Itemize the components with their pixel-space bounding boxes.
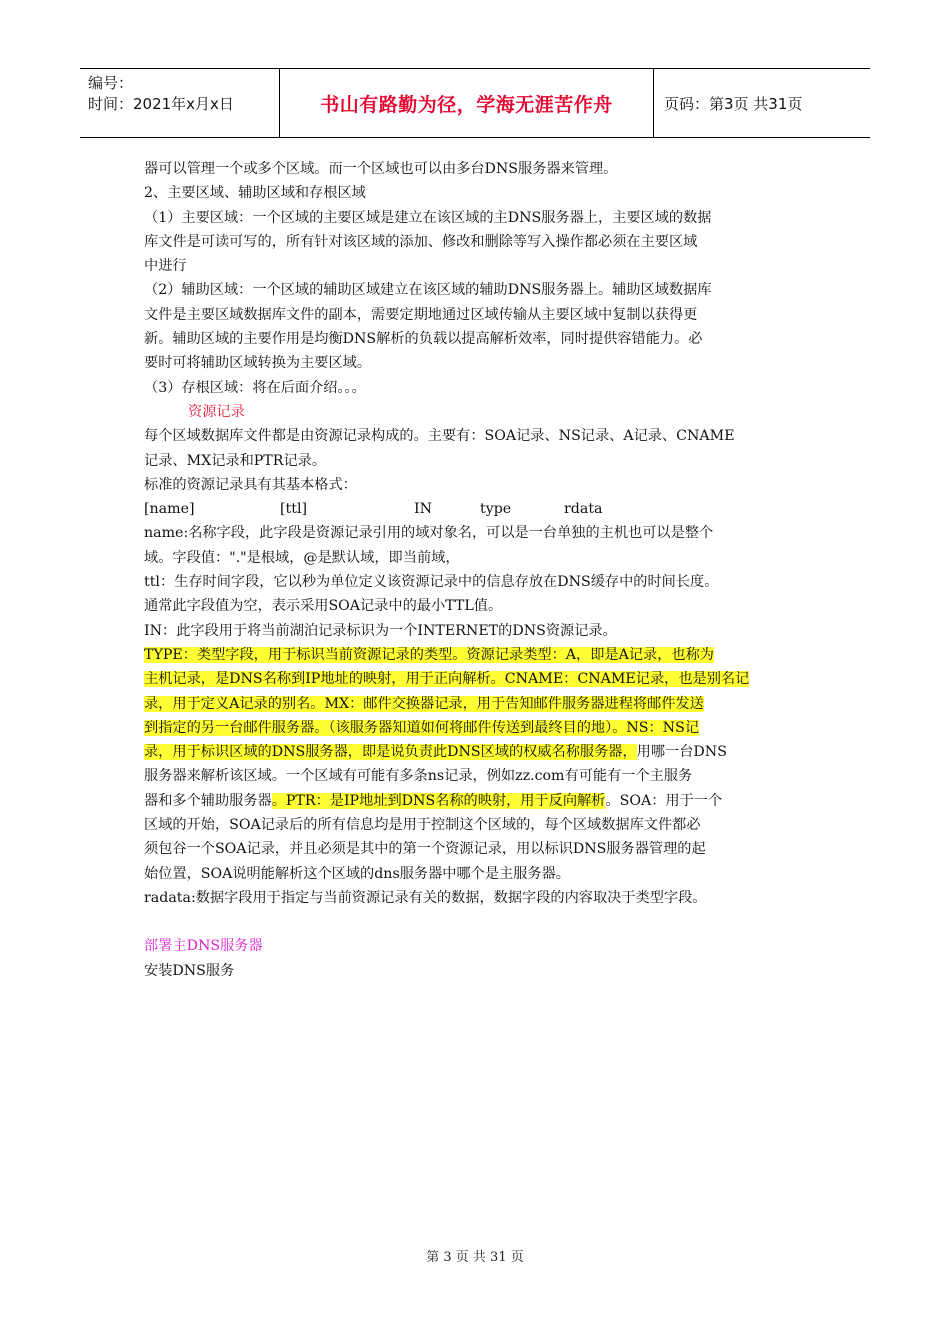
text-line: ttl：生存时间字段，它以秒为单位定义该资源记录中的信息存放在DNS缓存中的时间长度。 xyxy=(144,574,719,591)
text-line-highlighted xyxy=(144,716,810,740)
page-header xyxy=(80,68,870,138)
document-number-label: 编号： xyxy=(88,74,134,92)
format-type: type xyxy=(480,501,512,518)
text-line: 记录、MX记录和PTR记录。 xyxy=(144,452,327,469)
text-line: 文件是主要区域数据库文件的副本，需要定期地通过区域传输从主要区域中复制以获得更 xyxy=(144,306,698,323)
header-meta xyxy=(80,69,280,137)
format-name: [name] xyxy=(144,501,195,518)
plain-text: 。SOA：用于一个 xyxy=(605,792,723,809)
text-line: 安装DNS服务 xyxy=(144,962,235,979)
section-heading: 2、主要区域、辅助区域和存根区域 xyxy=(144,185,366,202)
text-line-highlighted xyxy=(144,667,810,691)
highlight: 到指定的另一台邮件服务器。（该服务器知道如何将邮件传送到最终目的地）。NS：NS记 xyxy=(144,719,700,736)
highlight: TYPE：类型字段，用于标识当前资源记录的类型。资源记录类型：A，即是A记录，也称为 xyxy=(144,646,714,663)
highlight: 录，用于标识区域的DNS服务器，即是说负责此DNS区域的权威名称服务器， xyxy=(144,744,637,761)
text-line: （1）主要区域：一个区域的主要区域是建立在该区域的主DNS服务器上，主要区域的数据 xyxy=(144,209,712,226)
text-line: （2）辅助区域：一个区域的辅助区域建立在该区域的辅助DNS服务器上。辅助区域数据库 xyxy=(144,282,712,299)
plain-text: 器和多个辅助服务器 xyxy=(144,792,272,809)
plain-text: 用哪一台DNS xyxy=(636,744,727,761)
document-time: 时间：2021年x月x日 xyxy=(88,95,234,113)
text-line: radata:数据字段用于指定与当前资源记录有关的数据，数据字段的内容取决于类型字段。 xyxy=(144,889,707,906)
highlight: 。PTR：是IP地址到DNS名称的映射，用于反向解析 xyxy=(271,792,606,809)
spacer xyxy=(144,910,810,934)
text-line: 要时可将辅助区域转换为主要区域。 xyxy=(144,355,372,372)
format-in: IN xyxy=(414,501,433,518)
page-footer: 第 3 页 共 31 页 xyxy=(426,1250,524,1265)
format-ttl: [ttl] xyxy=(280,501,308,518)
text-line-mixed xyxy=(144,789,810,813)
text-line: 须包谷一个SOA记录，并且必须是其中的第一个资源记录，用以标识DNS服务器管理的起 xyxy=(144,841,706,858)
text-line: 域。字段值："."是根域，@是默认域，即当前域， xyxy=(144,549,460,566)
text-line: 服务器来解析该区域。一个区域有可能有多条ns记录，例如zz.com有可能有一个主服务 xyxy=(144,768,693,785)
text-line-mixed xyxy=(144,740,810,764)
text-line: 每个区域数据库文件都是由资源记录构成的。主要有：SOA记录、NS记录、A记录、CNAME xyxy=(144,428,735,445)
record-format-line xyxy=(144,497,810,521)
highlight: 录，用于定义A记录的别名。MX：邮件交换器记录，用于告知邮件服务器进程将邮件发送 xyxy=(144,695,704,712)
section-heading-resource-records: 资源记录 xyxy=(188,403,245,420)
text-line: （3）存根区域：将在后面介绍。。。 xyxy=(144,379,366,396)
text-line-highlighted xyxy=(144,692,810,716)
document-body xyxy=(144,157,810,983)
header-page-info: 页码：第3页 共31页 xyxy=(664,94,803,113)
highlight: 主机记录，是DNS名称到IP地址的映射，用于正向解析。CNAME：CNAME记录，也是别名记 xyxy=(144,671,750,688)
format-rdata: rdata xyxy=(564,501,603,518)
text-line: 标准的资源记录具有其基本格式： xyxy=(144,476,357,493)
section-heading-deploy-dns: 部署主DNS服务器 xyxy=(144,938,263,955)
text-line: 新。辅助区域的主要作用是均衡DNS解析的负载以提高解析效率，同时提供容错能力。必 xyxy=(144,331,703,348)
header-motto: 书山有路勤为径，学海无涯苦作舟 xyxy=(280,69,654,137)
text-line-highlighted xyxy=(144,643,810,667)
text-line: name:名称字段，此字段是资源记录引用的域对象名，可以是一台单独的主机也可以是整个 xyxy=(144,525,714,542)
text-line: IN：此字段用于将当前湖泊记录标识为一个INTERNET的DNS资源记录。 xyxy=(144,622,617,639)
text-line: 器可以管理一个或多个区域。而一个区域也可以由多台DNS服务器来管理。 xyxy=(144,161,618,177)
text-line: 区域的开始，SOA记录后的所有信息均是用于控制这个区域的，每个区域数据库文件都必 xyxy=(144,817,701,834)
text-line: 中进行 xyxy=(144,258,187,275)
text-line: 始位置，SOA说明能解析这个区域的dns服务器中哪个是主服务器。 xyxy=(144,865,570,882)
text-line: 库文件是可读可写的，所有针对该区域的添加、修改和删除等写入操作都必须在主要区域 xyxy=(144,233,698,250)
text-line: 通常此字段值为空，表示采用SOA记录中的最小TTL值。 xyxy=(144,598,503,615)
